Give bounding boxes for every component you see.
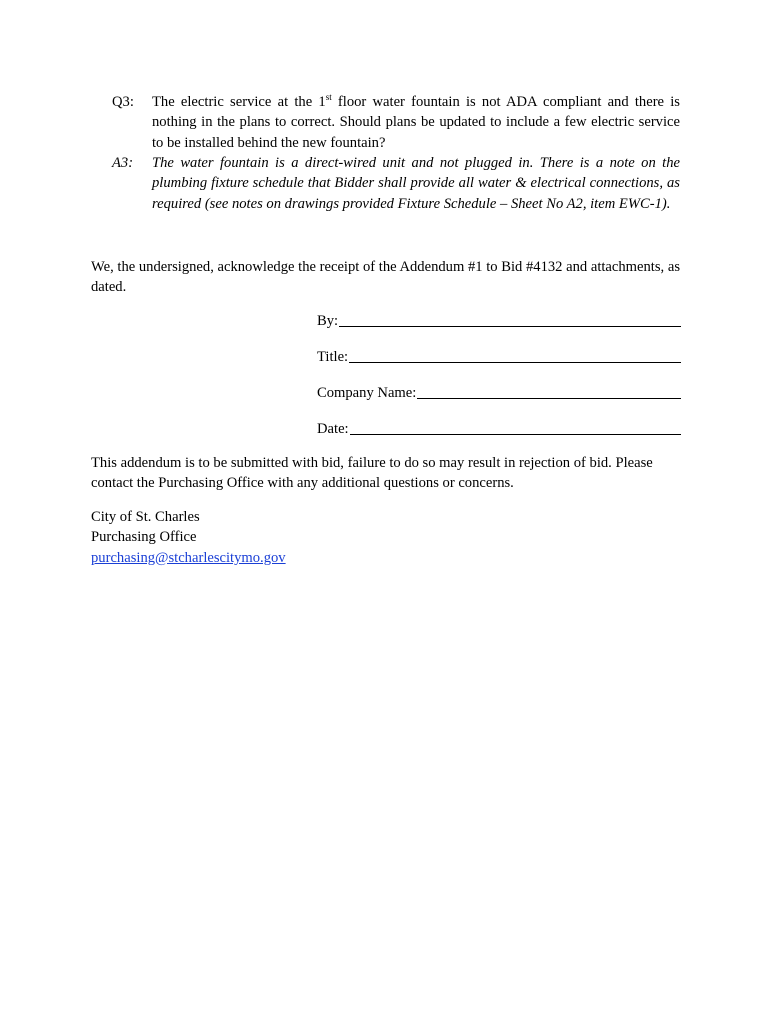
ordinal-superscript: st <box>325 92 332 103</box>
submission-notice: This addendum is to be submitted with bid, failure to do so may result in rejection of bid. Please contact the Purchasing Office with any additional questions or concerns. <box>91 455 653 492</box>
department-name: Purchasing Office <box>91 529 197 546</box>
by-label: By: <box>317 312 339 329</box>
signature-title-row <box>317 345 681 367</box>
date-label: Date: <box>317 420 349 437</box>
company-name-signature-line[interactable] <box>417 398 681 399</box>
question-text-end: floor water fountain is not ADA compliant and there is nothing in the plans to correct. Should plans be updated to include a few electric service to be installed behind the new fountain? <box>152 94 680 151</box>
answer-block <box>112 153 680 214</box>
email-link[interactable]: purchasing@stcharlescitymo.gov <box>91 549 286 566</box>
answer-label: A3: <box>112 155 134 171</box>
date-signature-line[interactable] <box>350 434 681 435</box>
question-text <box>152 92 680 153</box>
question-label: Q3: <box>112 94 134 110</box>
signature-date-row <box>317 417 681 439</box>
answer-text: The water fountain is a direct-wired unit and not plugged in. There is a note on the plumbing fixture schedule that Bidder shall provide all water & electrical connections, as required (see notes on drawings provided Fixture Schedule – Sheet No A2, item EWC-1). <box>152 155 680 212</box>
company-name-label: Company Name: <box>317 384 417 401</box>
title-label: Title: <box>317 348 349 365</box>
signature-by-row <box>317 309 681 331</box>
organization-name: City of St. Charles <box>91 509 200 525</box>
signature-company-row <box>317 381 681 403</box>
title-signature-line[interactable] <box>349 362 681 363</box>
by-signature-line[interactable] <box>339 326 681 327</box>
contact-block <box>91 507 491 568</box>
question-block <box>112 92 680 153</box>
acknowledgement-paragraph: We, the undersigned, acknowledge the receipt of the Addendum #1 to Bid #4132 and attachments, as dated. <box>91 259 680 296</box>
question-text-start: The electric service at the 1 <box>152 94 326 110</box>
